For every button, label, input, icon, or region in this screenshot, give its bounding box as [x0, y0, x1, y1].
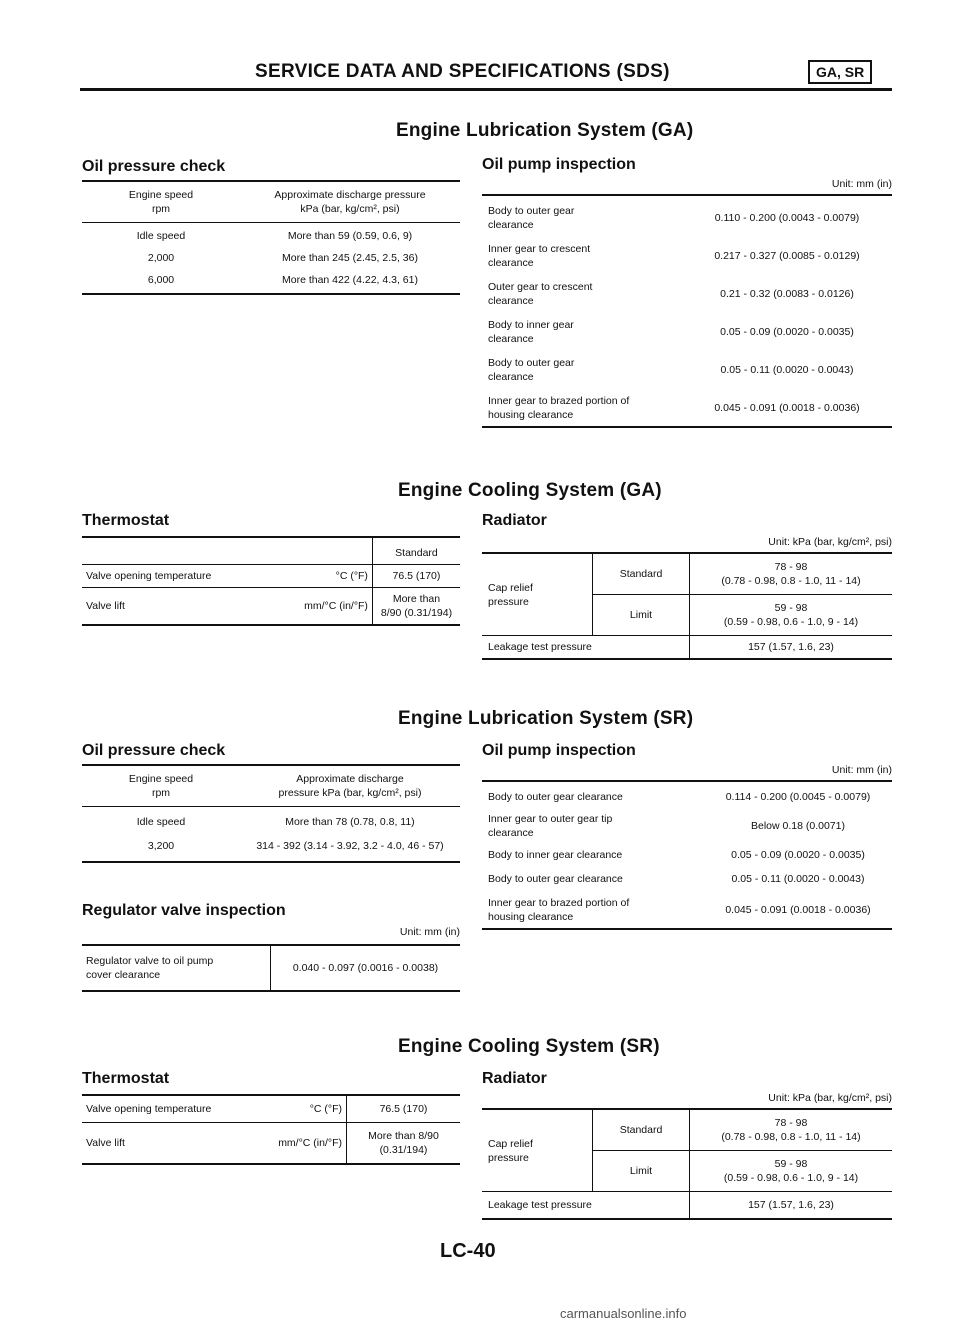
table-row: Valve lift mm/°C (in/°F) More than 8/90 (0.31/194): [82, 1123, 460, 1165]
sr-radiator-title: Radiator: [482, 1070, 547, 1087]
table-row: Body to inner gear clearance 0.05 - 0.09 (0.0020 - 0.0035): [488, 849, 865, 861]
ga-radiator-unit: Unit: kPa (bar, kg/cm², psi): [768, 536, 892, 548]
page-number: LC-40: [440, 1240, 496, 1262]
col-header-discharge-pressure: Approximate discharge pressure kPa (bar, kg/cm², psi): [278, 773, 422, 799]
table-row: Valve opening temperature °C (°F) 76.5 (170): [82, 1095, 460, 1123]
col-header-discharge-pressure: Approximate discharge pressure kPa (bar, kg/cm², psi): [274, 189, 426, 215]
table-row: Body to outer gear clearance 0.114 - 0.200 (0.0045 - 0.0079): [482, 781, 892, 806]
table-row: Body to outer gear clearance 0.05 - 0.11 (0.0020 - 0.0043): [488, 357, 854, 383]
table-row: 3,200 314 - 392 (3.14 - 3.92, 3.2 - 4.0, 46 - 57): [82, 831, 460, 862]
sr-oil-pump-unit: Unit: mm (in): [831, 764, 892, 776]
sr-radiator-unit: Unit: kPa (bar, kg/cm², psi): [768, 1092, 892, 1104]
table-row: Inner gear to brazed portion of housing clearance 0.045 - 0.091 (0.0018 - 0.0036): [482, 386, 892, 427]
table-row: Cap relief pressure Standard 78 - 98 (0.78 - 0.98, 0.8 - 1.0, 11 - 14): [482, 553, 892, 595]
table-row: Body to outer gear clearance 0.05 - 0.11 (0.0020 - 0.0043): [488, 873, 865, 885]
ga-thermostat-table: [82, 536, 460, 626]
ga-oil-pressure-title: Oil pressure check: [82, 158, 226, 175]
table-row: Limit 59 - 98 (0.59 - 0.98, 0.6 - 1.0, 9 - 14): [482, 595, 892, 636]
section-title-ga-lubrication: Engine Lubrication System (GA): [396, 120, 694, 141]
table-row: Inner gear to outer gear tip clearance Below 0.18 (0.0071): [488, 813, 845, 839]
table-row: Limit 59 - 98 (0.59 - 0.98, 0.6 - 1.0, 9 - 14): [482, 1151, 892, 1192]
ga-oil-pressure-table: [82, 180, 460, 295]
ga-oil-pump-unit: Unit: mm (in): [831, 178, 892, 190]
table-row: 2,000 More than 245 (2.45, 2.5, 36): [147, 252, 418, 264]
section-title-sr-cooling: Engine Cooling System (SR): [398, 1036, 660, 1057]
page-header-title: SERVICE DATA AND SPECIFICATIONS (SDS): [255, 61, 670, 82]
sr-thermostat-title: Thermostat: [82, 1070, 170, 1087]
table-row: 6,000 More than 422 (4.22, 4.3, 61): [82, 267, 460, 294]
col-header-standard: Standard: [395, 547, 438, 559]
sr-oil-pump-title: Oil pump inspection: [482, 742, 636, 759]
ga-oil-pump-title: Oil pump inspection: [482, 156, 636, 173]
sr-oil-pump-table: [482, 780, 892, 930]
sr-oil-pressure-title: Oil pressure check: [82, 742, 226, 759]
col-header-engine-speed: Engine speed rpm: [128, 189, 194, 215]
regulator-valve-table: [82, 944, 460, 992]
table-row: Body to inner gear clearance 0.05 - 0.09 (0.0020 - 0.0035): [488, 319, 854, 345]
sr-radiator-table: [482, 1108, 892, 1220]
sr-thermostat-table: [82, 1094, 460, 1165]
table-row: Leakage test pressure 157 (1.57, 1.6, 23): [482, 1192, 892, 1220]
table-row: Outer gear to crescent clearance 0.21 - 0.32 (0.0083 - 0.0126): [488, 281, 854, 307]
ga-oil-pump-table: [482, 194, 892, 428]
section-title-sr-lubrication: Engine Lubrication System (SR): [398, 708, 694, 729]
section-title-ga-cooling: Engine Cooling System (GA): [398, 480, 662, 501]
col-header-engine-speed: Engine speed rpm: [128, 773, 194, 799]
regulator-valve-unit: Unit: mm (in): [399, 926, 460, 938]
table-row: Inner gear to brazed portion of housing clearance 0.045 - 0.091 (0.0018 - 0.0036): [482, 888, 892, 929]
table-row: Inner gear to crescent clearance 0.217 - 0.327 (0.0085 - 0.0129): [488, 243, 860, 269]
ga-radiator-title: Radiator: [482, 512, 547, 529]
ga-thermostat-title: Thermostat: [82, 512, 170, 529]
table-row: Leakage test pressure 157 (1.57, 1.6, 23): [482, 636, 892, 660]
ga-radiator-table: [482, 552, 892, 660]
sr-oil-pressure-table: [82, 764, 460, 863]
engine-badge: GA, SR: [808, 60, 872, 84]
table-row: Idle speed More than 78 (0.78, 0.8, 11): [136, 816, 415, 828]
table-row: Regulator valve to oil pump cover clearance 0.040 - 0.097 (0.0016 - 0.0038): [82, 945, 460, 991]
header-rule: [80, 88, 892, 91]
watermark: carmanualsonline.info: [560, 1306, 687, 1321]
regulator-valve-title: Regulator valve inspection: [82, 902, 286, 919]
table-row: Cap relief pressure Standard 78 - 98 (0.78 - 0.98, 0.8 - 1.0, 11 - 14): [482, 1109, 892, 1151]
table-row: Body to outer gear clearance 0.110 - 0.200 (0.0043 - 0.0079): [482, 195, 892, 234]
table-row: Idle speed More than 59 (0.59, 0.6, 9): [136, 230, 413, 242]
table-row: Valve opening temperature °C (°F) 76.5 (170): [82, 565, 460, 588]
table-row: Valve lift mm/°C (in/°F) More than 8/90 (0.31/194): [82, 588, 460, 626]
